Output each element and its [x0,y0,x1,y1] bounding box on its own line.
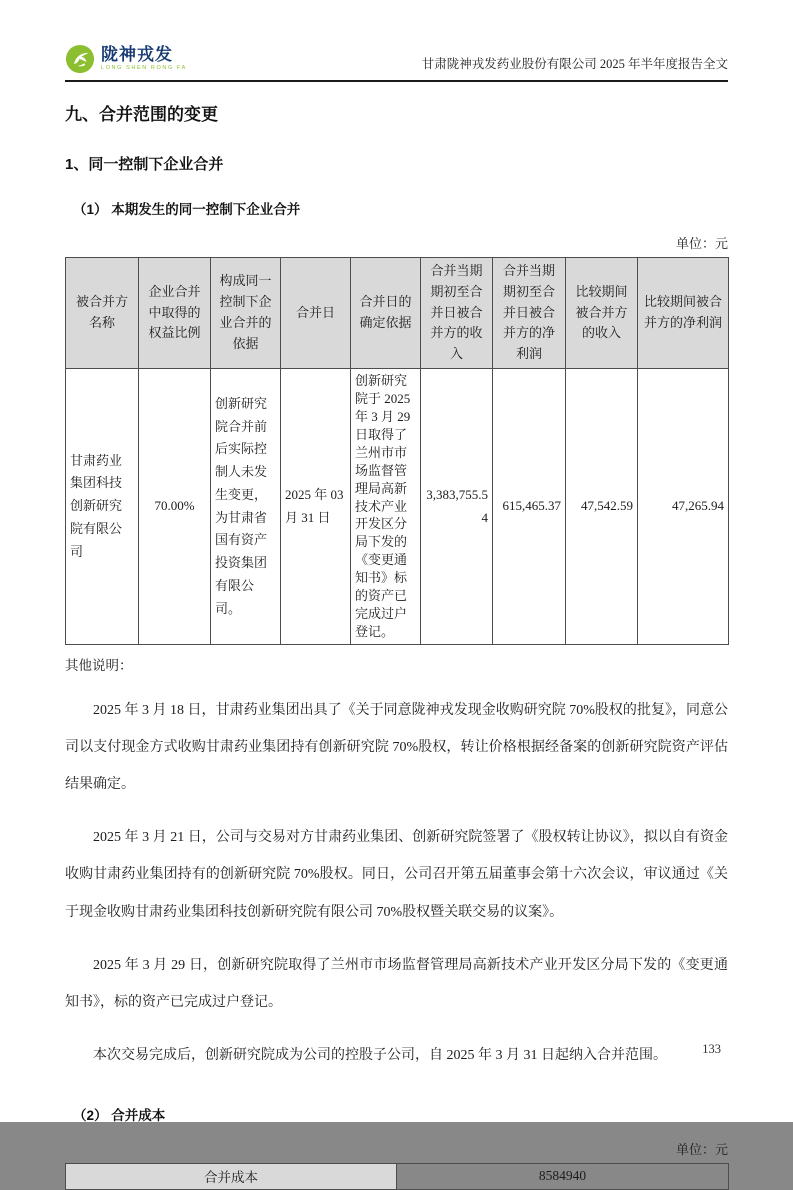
note-paragraph: 2025 年 3 月 29 日，创新研究院取得了兰州市市场监督管理局高新技术产业开发区分局下发的《变更通知书》，标的资产已完成过户登记。 [65,957,728,1010]
merger-table-data-row [66,368,729,644]
page-header [65,44,728,82]
other-notes-label: 其他说明： [65,658,133,674]
table-cell-revenue-current: 3,383,755.54 [421,368,493,644]
unit-label-1: 单位：元 [675,236,728,251]
table-header-cell: 企业合并中取得的权益比例 [139,258,211,369]
note-paragraph: 本次交易完成后，创新研究院成为公司的控股子公司，自 2025 年 3 月 31 日起纳入合并范围。 [93,1047,667,1063]
cost-table-row [66,1163,729,1189]
table-header-cell: 合并当期期初至合并日被合并方的收入 [421,258,493,369]
table-header-cell: 被合并方名称 [66,258,139,369]
item-heading-2: （2） 合并成本 [73,1107,166,1123]
note-paragraph: 2025 年 3 月 21 日，公司与交易对方甘肃药业集团、创新研究院签署了《股权转让协议》，拟以自有资金收购甘肃药业集团持有的创新研究院 70%股权。同日，公司召开第五届董事会第十六次会议，审议通过《关于现金收购甘肃药业集团科技创新研究院有限公司 70%股权暨关联交易的议案》。 [65,830,728,920]
table-header-cell: 比较期间被合并方的收入 [566,258,638,369]
logo-text [101,46,187,72]
table-header-cell: 构成同一控制下企业合并的依据 [211,258,281,369]
table-header-cell: 合并当期期初至合并日被合并方的净利润 [493,258,566,369]
merger-table [65,257,729,645]
merger-table-header-row [66,258,729,369]
table-cell-merged-party: 甘肃药业集团科技创新研究院有限公司 [66,368,139,644]
cost-table [65,1163,729,1190]
table-header-cell: 比较期间被合并方的净利润 [638,258,729,369]
logo-name-cn: 陇神戎发 [101,45,173,65]
table-header-cell: 合并日的确定依据 [351,258,421,369]
cost-value-cell: 8584940 [397,1163,729,1189]
document-title: 甘肃陇神戎发药业股份有限公司 2025 年半年度报告全文 [421,57,728,71]
table-cell-equity-ratio: 70.00% [139,368,211,644]
company-logo [65,44,187,74]
table-cell-netprofit-compare: 47,265.94 [638,368,729,644]
subsection-heading: 1、同一控制下企业合并 [65,156,224,173]
table-cell-netprofit-current: 615,465.37 [493,368,566,644]
table-cell-revenue-compare: 47,542.59 [566,368,638,644]
unit-label-2: 单位：元 [675,1141,728,1157]
logo-icon [65,44,95,74]
table-cell-merger-date: 2025 年 03 月 31 日 [281,368,351,644]
logo-name-en: LONG SHEN RONG FA [101,65,187,72]
page-number: 133 [702,1042,721,1056]
section-heading: 九、合并范围的变更 [65,105,218,124]
table-cell-basis: 创新研究院合并前后实际控制人未发生变更，为甘肃省国有资产投资集团有限公司。 [211,368,281,644]
table-header-cell: 合并日 [281,258,351,369]
note-paragraph: 2025 年 3 月 18 日，甘肃药业集团出具了《关于同意陇神戎发现金收购研究院 70%股权的批复》，同意公司以支付现金方式收购甘肃药业集团持有创新研究院 70%股权，转让价格根据经备案的创新研究院资产评估结果确定。 [65,703,728,793]
item-heading-1: （1） 本期发生的同一控制下企业合并 [73,202,301,217]
cost-label-cell: 合并成本 [66,1163,397,1189]
table-cell-date-basis: 创新研究院于 2025 年 3 月 29 日取得了兰州市市场监督管理局高新技术产业开发区分局下发的《变更通知书》标的资产已完成过户登记。 [351,368,421,644]
